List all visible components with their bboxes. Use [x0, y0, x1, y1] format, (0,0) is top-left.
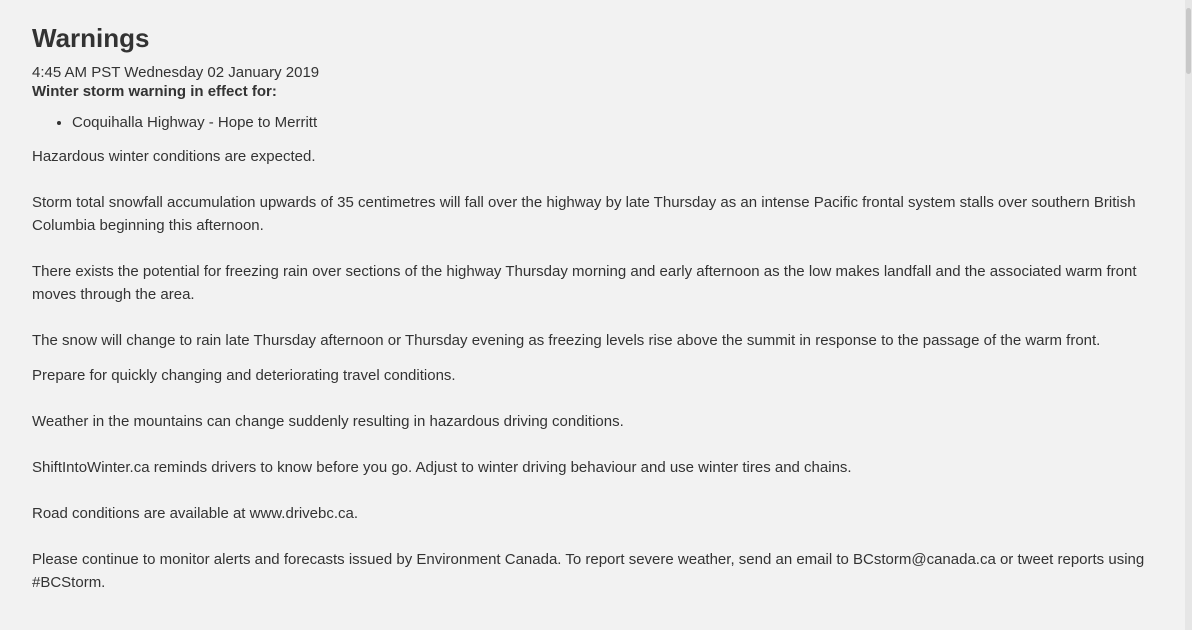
warning-heading: Winter storm warning in effect for: [32, 83, 277, 100]
region-list [32, 113, 1162, 133]
paragraph-road-conditions: Road conditions are available at www.drivebc.ca. [32, 505, 359, 522]
scrollbar-thumb[interactable] [1186, 8, 1191, 74]
paragraph-prepare: Prepare for quickly changing and deteriorating travel conditions. [32, 367, 456, 384]
paragraph-shift-into-winter: ShiftIntoWinter.ca reminds drivers to know before you go. Adjust to winter driving behaviour and use winter tires and chains. [32, 459, 852, 476]
paragraph-mountains: Weather in the mountains can change suddenly resulting in hazardous driving conditions. [32, 413, 624, 430]
vertical-scrollbar[interactable] [1185, 0, 1192, 630]
paragraph-hazard: Hazardous winter conditions are expected. [32, 148, 316, 165]
warning-content [32, 20, 1162, 594]
paragraph-monitor-alerts: Please continue to monitor alerts and forecasts issued by Environment Canada. To report severe weather, send an email to BCstorm@canada.ca or tweet reports using #BCStorm. [32, 551, 1145, 591]
region-item: • Coquihalla Highway - Hope to Merritt [72, 113, 1162, 133]
issue-timestamp: 4:45 AM PST Wednesday 02 January 2019 [32, 64, 320, 81]
paragraph-freezing-rain: There exists the potential for freezing rain over sections of the highway Thursday morning and early afternoon as the low makes landfall and the associated warm front moves through the area. [32, 263, 1137, 303]
paragraph-snow-to-rain: The snow will change to rain late Thursday afternoon or Thursday evening as freezing levels rise above the summit in response to the passage of the warm front. [32, 332, 1101, 349]
page-title: Warnings [32, 23, 150, 53]
paragraph-snowfall: Storm total snowfall accumulation upwards of 35 centimetres will fall over the highway by late Thursday as an intense Pacific frontal system stalls over southern British Columbia beginning this afternoon. [32, 194, 1136, 234]
